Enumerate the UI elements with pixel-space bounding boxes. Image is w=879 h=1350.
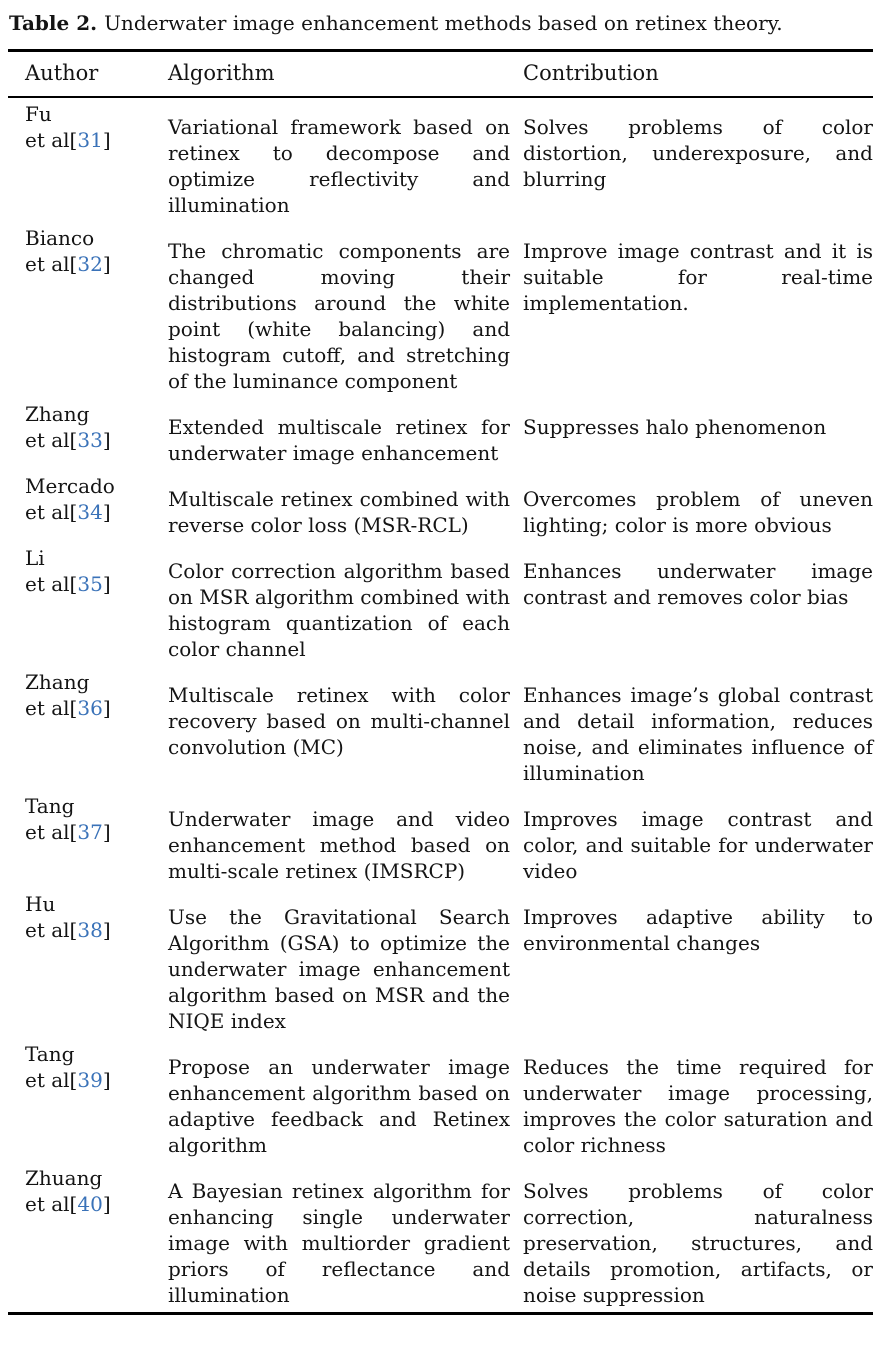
- etal-close-text: ]: [102, 500, 111, 524]
- column-header-algorithm: Algorithm: [168, 61, 275, 85]
- author-name: Tang: [25, 794, 75, 818]
- table-row: [8, 666, 873, 790]
- author-etal: [25, 1067, 162, 1093]
- author-name: Mercado: [25, 474, 115, 498]
- etal-close-text: ]: [102, 1068, 111, 1092]
- contribution-cell: Improve image contrast and it is suitable for real-time implementation.: [523, 239, 873, 315]
- algorithm-cell: Underwater image and video enhancement method based on multi-scale retinex (IMSRCP): [168, 807, 510, 883]
- author-cell: [8, 542, 168, 662]
- table-row: [8, 888, 873, 1038]
- author-etal: [25, 695, 162, 721]
- contribution-cell: Improves adaptive ability to environmental changes: [523, 905, 873, 955]
- citation-ref-link[interactable]: 31: [77, 128, 103, 152]
- etal-close-text: ]: [102, 696, 111, 720]
- table-row: [8, 470, 873, 542]
- citation-ref-link[interactable]: 40: [77, 1192, 103, 1216]
- etal-open-text: et al[: [25, 128, 78, 152]
- algorithm-cell: Use the Gravitational Search Algorithm (GSA) to optimize the underwater image enhancement algorithm based on MSR and the NIQE index: [168, 905, 510, 1033]
- author-name: Zhang: [25, 670, 90, 694]
- author-name: Li: [25, 546, 45, 570]
- contribution-cell: Reduces the time required for underwater image processing, improves the color saturation and color richness: [523, 1055, 873, 1157]
- table-body: [8, 98, 873, 1312]
- algorithm-cell: A Bayesian retinex algorithm for enhancing single underwater image with multiorder gradient priors of reflectance and illumination: [168, 1179, 510, 1307]
- author-cell: [8, 98, 168, 218]
- citation-ref-link[interactable]: 33: [77, 428, 103, 452]
- etal-open-text: et al[: [25, 918, 78, 942]
- author-etal: [25, 1191, 162, 1217]
- contribution-cell: Solves problems of color correction, naturalness preservation, structures, and details promotion, artifacts, or noise suppression: [523, 1179, 873, 1307]
- contribution-cell: Suppresses halo phenomenon: [523, 415, 827, 439]
- etal-open-text: et al[: [25, 428, 78, 452]
- methods-table: [8, 49, 873, 1315]
- citation-ref-link[interactable]: 35: [77, 572, 103, 596]
- algorithm-cell: The chromatic components are changed moving their distributions around the white point (white balancing) and histogram cutoff, and stretching of the luminance component: [168, 239, 510, 393]
- algorithm-cell: Variational framework based on retinex to decompose and optimize reflectivity and illumination: [168, 115, 510, 217]
- algorithm-cell: Propose an underwater image enhancement algorithm based on adaptive feedback and Retinex algorithm: [168, 1055, 510, 1157]
- author-etal: [25, 251, 162, 277]
- author-etal: [25, 127, 162, 153]
- citation-ref-link[interactable]: 34: [77, 500, 103, 524]
- author-cell: [8, 888, 168, 1034]
- author-name: Zhang: [25, 402, 90, 426]
- author-cell: [8, 666, 168, 786]
- citation-ref-link[interactable]: 32: [77, 252, 103, 276]
- algorithm-cell: Multiscale retinex combined with reverse color loss (MSR-RCL): [168, 487, 510, 537]
- author-cell: [8, 398, 168, 466]
- column-header-author: Author: [25, 61, 99, 85]
- etal-open-text: et al[: [25, 1192, 78, 1216]
- etal-open-text: et al[: [25, 500, 78, 524]
- table-header-row: [8, 52, 873, 98]
- contribution-cell: Solves problems of color distortion, underexposure, and blurring: [523, 115, 873, 191]
- table-row: [8, 398, 873, 470]
- etal-open-text: et al[: [25, 696, 78, 720]
- author-name: Hu: [25, 892, 56, 916]
- author-etal: [25, 499, 162, 525]
- table-row: [8, 542, 873, 666]
- table-row: [8, 1038, 873, 1162]
- algorithm-cell: Multiscale retinex with color recovery based on multi-channel convolution (MC): [168, 683, 510, 759]
- table-row: [8, 222, 873, 398]
- etal-open-text: et al[: [25, 572, 78, 596]
- author-name: Tang: [25, 1042, 75, 1066]
- author-etal: [25, 917, 162, 943]
- algorithm-cell: Extended multiscale retinex for underwater image enhancement: [168, 415, 510, 465]
- etal-open-text: et al[: [25, 252, 78, 276]
- etal-close-text: ]: [102, 128, 111, 152]
- author-etal: [25, 427, 162, 453]
- table-caption: [8, 8, 873, 49]
- table-row: [8, 1162, 873, 1312]
- contribution-cell: Improves image contrast and color, and suitable for underwater video: [523, 807, 873, 883]
- citation-ref-link[interactable]: 38: [77, 918, 103, 942]
- citation-ref-link[interactable]: 36: [77, 696, 103, 720]
- author-name: Bianco: [25, 226, 95, 250]
- table-row: [8, 98, 873, 222]
- column-header-contribution: Contribution: [523, 61, 659, 85]
- etal-open-text: et al[: [25, 820, 78, 844]
- citation-ref-link[interactable]: 37: [77, 820, 103, 844]
- contribution-cell: Enhances image’s global contrast and detail information, reduces noise, and eliminates influence of illumination: [523, 683, 873, 785]
- table-caption-text: Underwater image enhancement methods based on retinex theory.: [104, 11, 783, 35]
- author-cell: [8, 470, 168, 538]
- etal-close-text: ]: [102, 428, 111, 452]
- etal-close-text: ]: [102, 572, 111, 596]
- table-caption-label: Table 2.: [9, 11, 98, 35]
- author-name: Fu: [25, 102, 52, 126]
- algorithm-cell: Color correction algorithm based on MSR algorithm combined with histogram quantization of each color channel: [168, 559, 510, 661]
- author-cell: [8, 222, 168, 394]
- etal-close-text: ]: [102, 1192, 111, 1216]
- author-etal: [25, 571, 162, 597]
- etal-open-text: et al[: [25, 1068, 78, 1092]
- author-etal: [25, 819, 162, 845]
- table-row: [8, 790, 873, 888]
- author-cell: [8, 1038, 168, 1158]
- author-name: Zhuang: [25, 1166, 103, 1190]
- contribution-cell: Overcomes problem of uneven lighting; color is more obvious: [523, 487, 873, 537]
- contribution-cell: Enhances underwater image contrast and removes color bias: [523, 559, 873, 609]
- etal-close-text: ]: [102, 918, 111, 942]
- citation-ref-link[interactable]: 39: [77, 1068, 103, 1092]
- etal-close-text: ]: [102, 820, 111, 844]
- author-cell: [8, 1162, 168, 1308]
- author-cell: [8, 790, 168, 884]
- etal-close-text: ]: [102, 252, 111, 276]
